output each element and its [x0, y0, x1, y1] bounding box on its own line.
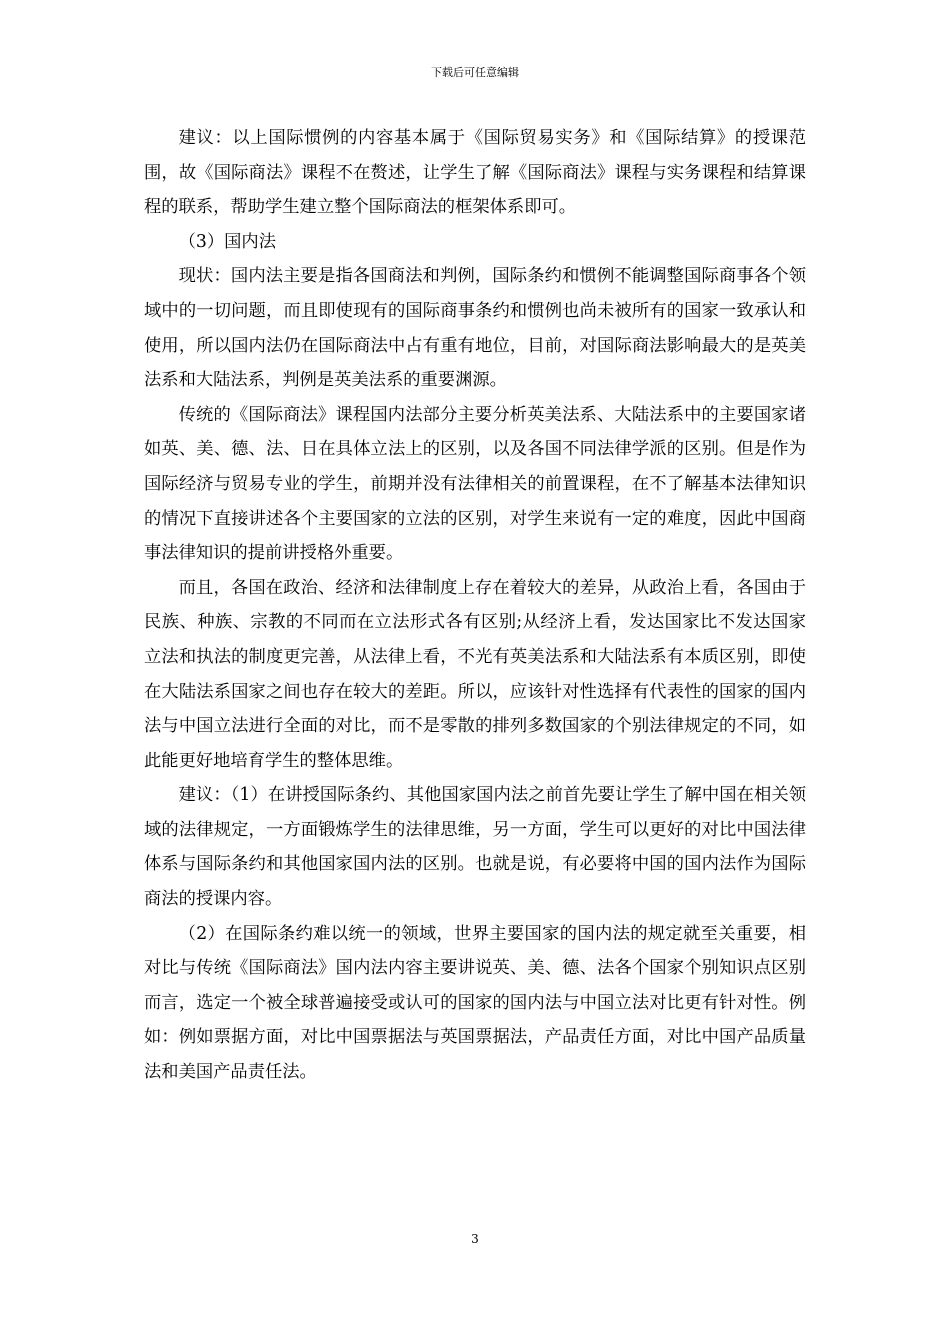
paragraph-suggestion-2: （2）在国际条约难以统一的领域，世界主要国家的国内法的规定就至关重要，相对比与传统《国际商法》国内法内容主要讲说英、美、德、法各个国家个别知识点区别而言，选定一个被全球普遍接受或认可的国家的国内法与中国立法对比更有针对性。例如：例如票据方面，对比中国票据法与英国票据法，产品责任方面，对比中国产品质量法和美国产品责任法。 [144, 923, 806, 1083]
paragraph-status: 现状：国内法主要是指各国商法和判例，国际条约和惯例不能调整国际商事各个领域中的一切问题，而且即使现有的国际商事条约和惯例也尚未被所有的国家一致承认和使用，所以国内法仍在国际商法中占有重有地位，目前，对国际商法影响最大的是英美法系和大陆法系，判例是英美法系的重要渊源。 [144, 266, 806, 391]
paragraph-traditional-course: 传统的《国际商法》课程国内法部分主要分析英美法系、大陆法系中的主要国家诸如英、美、德、法、日在具体立法上的区别，以及各国不同法律学派的区别。但是作为国际经济与贸易专业的学生，前期并没有法律相关的前置课程，在不了解基本法律知识的情况下直接讲述各个主要国家的立法的区别，对学生来说有一定的难度，因此中国商事法律知识的提前讲授格外重要。 [144, 404, 806, 564]
paragraph-differences: 而且，各国在政治、经济和法律制度上存在着较大的差异，从政治上看，各国由于民族、种族、宗教的不同而在立法形式各有区别;从经济上看，发达国家比不发达国家立法和执法的制度更完善，从法律上看，不光有英美法系和大陆法系有本质区别，即使在大陆法系国家之间也存在较大的差距。所以，应该针对性选择有代表性的国家的国内法与中国立法进行全面的对比，而不是零散的排列多数国家的个别法律规定的不同，如此能更好地培育学生的整体思维。 [144, 577, 806, 771]
document-body [144, 121, 806, 1090]
paragraph-suggestion-1: 建议：（1）在讲授国际条约、其他国家国内法之前首先要让学生了解中国在相关领域的法律规定，一方面锻炼学生的法律思维，另一方面，学生可以更好的对比中国法律体系与国际条约和其他国家国内法的区别。也就是说，有必要将中国的国内法作为国际商法的授课内容。 [144, 785, 806, 910]
page-number: 3 [471, 1232, 479, 1246]
paragraph-suggestion-conventions: 建议：以上国际惯例的内容基本属于《国际贸易实务》和《国际结算》的授课范围，故《国际商法》课程不在赘述，让学生了解《国际商法》课程与实务课程和结算课程的联系，帮助学生建立整个国际商法的框架体系即可。 [144, 128, 806, 218]
page-header: 下载后可任意编辑 [431, 66, 519, 79]
section-heading-domestic-law: （3）国内法 [178, 231, 276, 252]
